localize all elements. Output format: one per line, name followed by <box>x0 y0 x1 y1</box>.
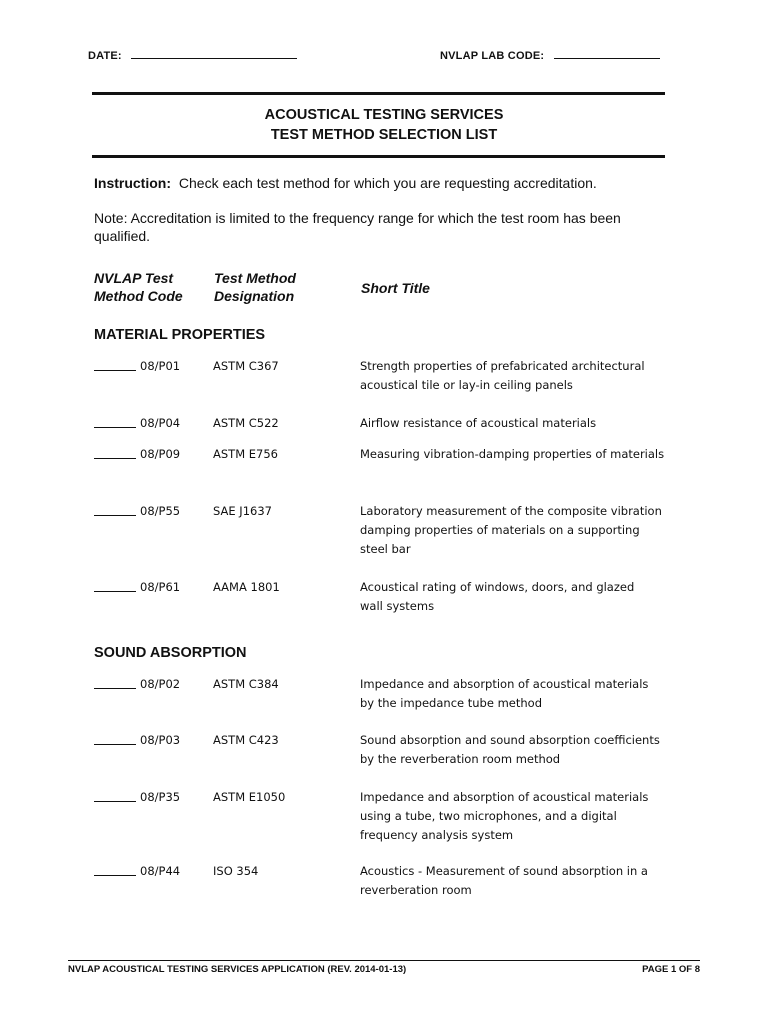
method-code: 08/P61 <box>140 580 181 594</box>
title-bottom-rule <box>92 155 665 158</box>
method-short-title: Impedance and absorption of acoustical materials using a tube, two microphones, and a digital frequency analysis system <box>360 790 649 842</box>
method-short-title: Sound absorption and sound absorption coefficients by the reverberation room method <box>360 733 660 766</box>
lab-code-label: NVLAP LAB CODE: <box>440 50 545 62</box>
section-title-sound-absorption: SOUND ABSORPTION <box>94 645 247 661</box>
column-header-code-line1: NVLAP Test <box>94 270 174 286</box>
method-code: 08/P44 <box>140 864 181 878</box>
method-short-title: Impedance and absorption of acoustical materials by the impedance tube method <box>360 677 649 710</box>
footer-page-number: PAGE 1 OF 8 <box>642 964 700 975</box>
method-code: 08/P01 <box>140 359 181 373</box>
column-header-code <box>94 269 183 305</box>
date-label: DATE: <box>88 50 122 62</box>
method-designation: ASTM C522 <box>213 416 279 430</box>
method-designation: ASTM C384 <box>213 677 279 691</box>
checkbox-line[interactable] <box>94 502 136 516</box>
method-designation: SAE J1637 <box>213 504 272 518</box>
method-designation: ASTM E756 <box>213 447 278 461</box>
checkbox-line[interactable] <box>94 357 136 371</box>
method-short-title: Strength properties of prefabricated architectural acoustical tile or lay-in ceiling panels <box>360 359 645 392</box>
date-field <box>88 48 297 62</box>
column-header-short-title: Short Title <box>361 280 430 296</box>
method-short-title: Airflow resistance of acoustical materials <box>360 416 597 430</box>
method-code: 08/P02 <box>140 677 181 691</box>
column-header-designation <box>214 269 296 305</box>
method-code: 08/P03 <box>140 733 181 747</box>
checkbox-line[interactable] <box>94 578 136 592</box>
column-header-designation-line1: Test Method <box>214 270 296 286</box>
checkbox-line[interactable] <box>94 445 136 459</box>
method-code: 08/P04 <box>140 416 181 430</box>
footer-application-title: NVLAP ACOUSTICAL TESTING SERVICES APPLICATION (REV. 2014-01-13) <box>68 964 407 975</box>
method-designation: ASTM C367 <box>213 359 279 373</box>
instruction-text: Check each test method for which you are requesting accreditation. <box>178 175 597 191</box>
method-designation: ISO 354 <box>213 864 259 878</box>
instruction-label: Instruction: <box>94 175 171 191</box>
method-short-title: Measuring vibration-damping properties of materials <box>360 447 665 461</box>
date-input-line[interactable] <box>131 48 297 59</box>
instruction <box>94 174 597 192</box>
checkbox-line[interactable] <box>94 862 136 876</box>
method-code: 08/P55 <box>140 504 181 518</box>
checkbox-line[interactable] <box>94 788 136 802</box>
method-short-title: Laboratory measurement of the composite vibration damping properties of materials on a supporting steel bar <box>360 504 662 556</box>
lab-code-field <box>440 48 660 62</box>
title-line-1: ACOUSTICAL TESTING SERVICES <box>264 107 504 123</box>
checkbox-line[interactable] <box>94 675 136 689</box>
note: Note: Accreditation is limited to the frequency range for which the test room has been qualified. <box>94 210 621 244</box>
title-top-rule <box>92 92 665 95</box>
method-code: 08/P35 <box>140 790 181 804</box>
column-header-designation-line2: Designation <box>214 288 295 304</box>
checkbox-line[interactable] <box>94 731 136 745</box>
method-designation: ASTM C423 <box>213 733 279 747</box>
column-header-code-line2: Method Code <box>94 288 183 304</box>
method-short-title: Acoustics - Measurement of sound absorption in a reverberation room <box>360 864 648 897</box>
title-line-2: TEST METHOD SELECTION LIST <box>270 127 498 143</box>
footer-rule <box>68 960 700 961</box>
method-designation: AAMA 1801 <box>213 580 280 594</box>
lab-code-input-line[interactable] <box>554 48 660 59</box>
section-title-material-properties: MATERIAL PROPERTIES <box>94 327 266 343</box>
method-short-title: Acoustical rating of windows, doors, and glazed wall systems <box>360 580 635 613</box>
method-designation: ASTM E1050 <box>213 790 286 804</box>
method-code: 08/P09 <box>140 447 181 461</box>
checkbox-line[interactable] <box>94 414 136 428</box>
